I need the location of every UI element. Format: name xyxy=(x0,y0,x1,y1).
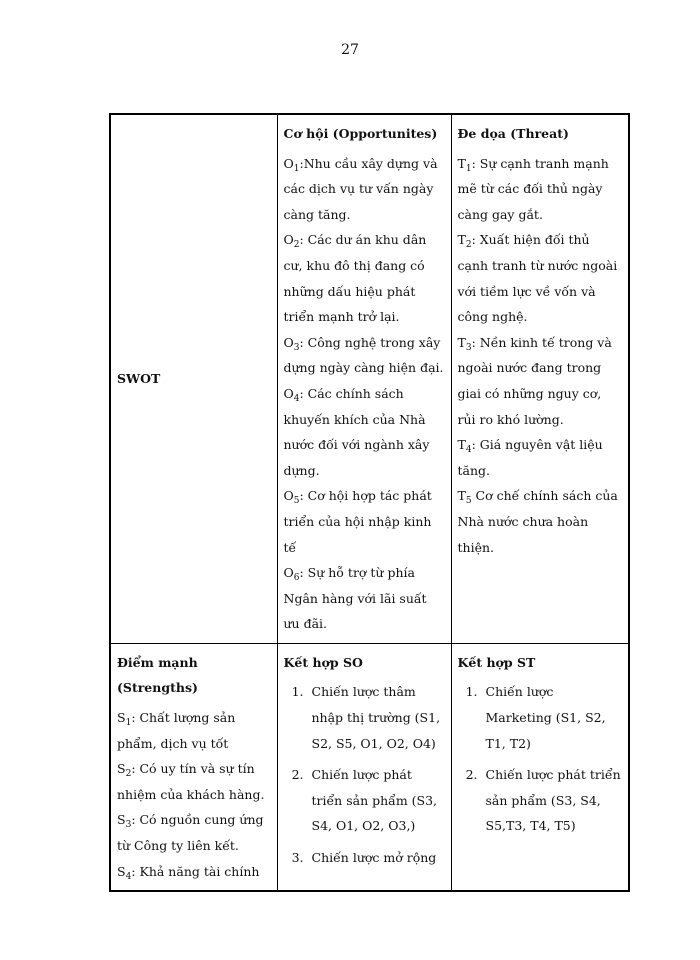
swot-corner-cell xyxy=(110,114,277,643)
strengths-title: Điểm mạnh (Strengths) xyxy=(117,654,198,696)
threats-list xyxy=(458,151,623,567)
st-strategy-item: 1. Chiến lược Marketing (S1, S2, T1, T2) xyxy=(482,679,623,756)
threat-code: T xyxy=(457,334,466,350)
opportunity-code-subscript: 1 xyxy=(293,163,300,174)
opportunities-title: Cơ hội (Opportunites) xyxy=(283,126,438,141)
opportunity-text: : Công nghệ trong xây dựng ngày càng hiện đại. xyxy=(283,334,444,376)
strength-item xyxy=(117,705,271,756)
so-strategy-item: 2. Chiến lược phát triển sản phẩm (S3, S4, O1, O2, O3,) xyxy=(308,762,445,839)
strength-code-subscript: 3 xyxy=(125,820,132,831)
strength-text: : Có nguồn cung ứng từ Công ty liên kết. xyxy=(117,812,264,854)
swot-strengths-row xyxy=(110,643,629,891)
threat-code: T xyxy=(457,488,466,504)
opportunity-text: :Nhu cầu xây dựng và các dịch vụ tư vấn ngày càng tăng. xyxy=(283,155,438,222)
opportunity-text: : Các chính sách khuyến khích của Nhà nước đối với ngành xây dựng. xyxy=(283,385,430,478)
threat-code-subscript: 2 xyxy=(465,240,472,251)
threat-item xyxy=(458,432,623,483)
st-strategy-list xyxy=(458,679,623,839)
strength-code: S xyxy=(117,710,126,726)
opportunity-item xyxy=(284,330,445,381)
strength-item xyxy=(117,756,271,807)
st-title: Kết hợp ST xyxy=(457,654,536,670)
threat-text: : Nền kinh tế trong và ngoài nước đang trong giai có những nguy cơ, rủi ro khó lường. xyxy=(457,334,612,427)
threat-text: : Sự cạnh tranh mạnh mẽ từ các đối thủ ngày càng gay gắt. xyxy=(457,155,609,222)
strength-text: : Có uy tín và sự tín nhiệm của khách hàng. xyxy=(117,761,265,802)
threat-item xyxy=(458,227,623,329)
opportunity-code-subscript: 3 xyxy=(293,342,300,353)
so-strategy-item: 3. Chiến lược mở rộng xyxy=(308,845,445,871)
opportunity-item xyxy=(284,381,445,483)
opportunity-code: O xyxy=(283,232,294,248)
swot-table xyxy=(109,113,630,892)
so-strategy-item: 1. Chiến lược thâm nhập thị trường (S1, S2, S5, O1, O2, O4) xyxy=(308,679,445,756)
strength-text: : Khả năng tài chính xyxy=(131,863,260,879)
opportunity-item xyxy=(284,227,445,329)
opportunity-code: O xyxy=(283,488,294,504)
threat-code: T xyxy=(457,437,466,453)
opportunities-cell xyxy=(277,114,451,643)
threats-cell xyxy=(451,114,629,643)
so-cell xyxy=(277,643,451,891)
swot-header-row xyxy=(110,114,629,643)
threat-text: : Giá nguyên vật liệu tăng. xyxy=(457,437,603,478)
strength-code-subscript: 1 xyxy=(125,718,132,729)
threat-item xyxy=(458,483,623,560)
opportunities-list xyxy=(284,151,445,643)
opportunity-code: O xyxy=(283,385,294,401)
threat-code-subscript: 3 xyxy=(465,342,472,353)
opportunity-code-subscript: 2 xyxy=(293,240,300,251)
strengths-list xyxy=(117,705,271,890)
threat-code-subscript: 1 xyxy=(465,163,472,174)
threat-code: T xyxy=(457,232,466,248)
strength-code: S xyxy=(117,761,126,777)
strength-code-subscript: 4 xyxy=(125,871,132,882)
strength-text: : Chất lượng sản phẩm, dịch vụ tốt xyxy=(117,710,236,751)
page-number: 27 xyxy=(341,42,359,58)
threat-text: Cơ chế chính sách của Nhà nước chưa hoàn thiện. xyxy=(457,488,618,555)
opportunity-item xyxy=(284,560,445,637)
opportunity-item xyxy=(284,151,445,228)
opportunity-code: O xyxy=(283,155,294,171)
threat-code-subscript: 5 xyxy=(465,496,472,507)
opportunity-text: : Sự hỗ trợ từ phía Ngân hàng với lãi suất ưu đãi. xyxy=(283,565,427,632)
opportunity-code-subscript: 4 xyxy=(293,393,300,404)
opportunity-text: : Cơ hội hợp tác phát triển của hội nhập kinh tế xyxy=(283,488,432,555)
strengths-cell xyxy=(110,643,277,891)
so-strategy-list xyxy=(284,679,445,870)
strength-item xyxy=(117,859,271,885)
threats-title: Đe dọa (Threat) xyxy=(457,126,569,141)
strength-item xyxy=(117,807,271,858)
threat-item xyxy=(458,151,623,228)
threat-code-subscript: 4 xyxy=(465,445,472,456)
threat-code: T xyxy=(457,155,466,171)
strength-code: S xyxy=(117,863,126,879)
opportunity-text: : Các dư án khu dân cư, khu đô thị đang có những dấu hiệu phát triển mạnh trở lại. xyxy=(283,232,427,325)
so-title: Kết hợp SO xyxy=(283,654,363,670)
opportunity-code-subscript: 5 xyxy=(293,496,300,507)
swot-label: SWOT xyxy=(117,371,161,387)
threat-text: : Xuất hiện đối thủ cạnh tranh từ nước ngoài với tiềm lực về vốn và công nghệ. xyxy=(457,232,618,325)
opportunity-item xyxy=(284,483,445,560)
st-strategy-item: 2. Chiến lược phát triển sản phẩm (S3, S4, S5,T3, T4, T5) xyxy=(482,762,623,839)
opportunity-code: O xyxy=(283,565,294,581)
threat-item xyxy=(458,330,623,432)
st-cell xyxy=(451,643,629,891)
opportunity-code: O xyxy=(283,334,294,350)
opportunity-code-subscript: 6 xyxy=(293,573,300,584)
strength-code: S xyxy=(117,812,126,828)
strength-code-subscript: 2 xyxy=(125,769,132,780)
